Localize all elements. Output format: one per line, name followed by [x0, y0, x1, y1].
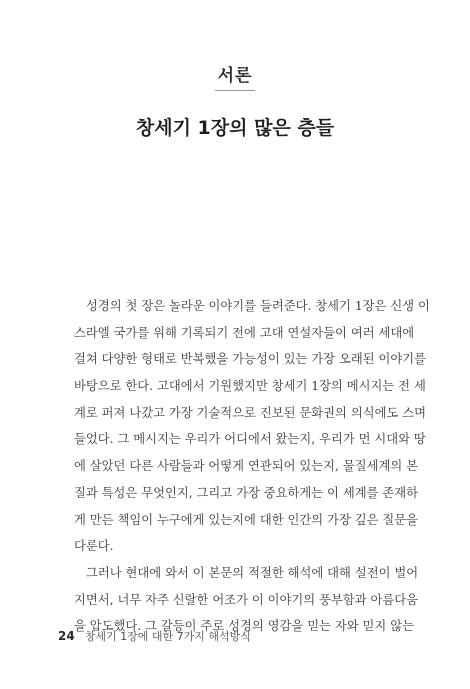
- body-text: [74, 293, 430, 640]
- text-line: 바탕으로 한다. 고대에서 기원했지만 창세기 1장의 메시지는 전 세: [74, 379, 426, 394]
- text-line: 다룬다.: [74, 539, 114, 554]
- page-footer: [58, 628, 251, 644]
- text-line: 에 살았던 다른 사람들과 어떻게 연관되어 있는지, 물질세계의 본: [74, 459, 419, 474]
- text-line: 계로 퍼져 나갔고 가장 기술적으로 진보된 문화권의 의식에도 스며: [74, 405, 426, 420]
- text-line: 게 만든 책임이 누구에게 있는지에 대한 인간의 가장 깊은 질문을: [74, 512, 419, 527]
- text-line: 스라엘 국가를 위해 기록되기 전에 고대 연설자들이 여러 세대에: [74, 325, 415, 340]
- section-divider: [215, 90, 255, 91]
- text-line: 질과 특성은 무엇인지, 그리고 가장 중요하게는 이 세계를 존재하: [74, 485, 419, 500]
- text-line: 들었다. 그 메시지는 우리가 어디에서 왔는지, 우리가 먼 시대와 땅: [74, 432, 426, 447]
- section-label: 서론: [217, 66, 253, 86]
- running-title: 창세기 1장에 대한 7가지 해석방식: [84, 630, 251, 643]
- chapter-title: 창세기 1장의 많은 층들: [135, 117, 335, 139]
- text-line: 그러나 현대에 와서 이 본문의 적절한 해석에 대해 설전이 벌어: [86, 565, 419, 580]
- text-line: 지면서, 너무 자주 신랄한 어조가 이 이야기의 풍부함과 아름다움: [74, 592, 419, 607]
- page-number: 24: [58, 629, 75, 643]
- text-line: 을 압도했다. 그 갈등이 주로 성경의 영감을 믿는 자와 믿지 않는: [74, 619, 414, 634]
- text-line: 성경의 첫 장은 놀라운 이야기를 들려준다. 창세기 1장은 신생 이: [86, 299, 430, 313]
- text-line: 걸쳐 다양한 형태로 반복했을 가능성이 있는 가장 오래된 이야기를: [74, 352, 426, 367]
